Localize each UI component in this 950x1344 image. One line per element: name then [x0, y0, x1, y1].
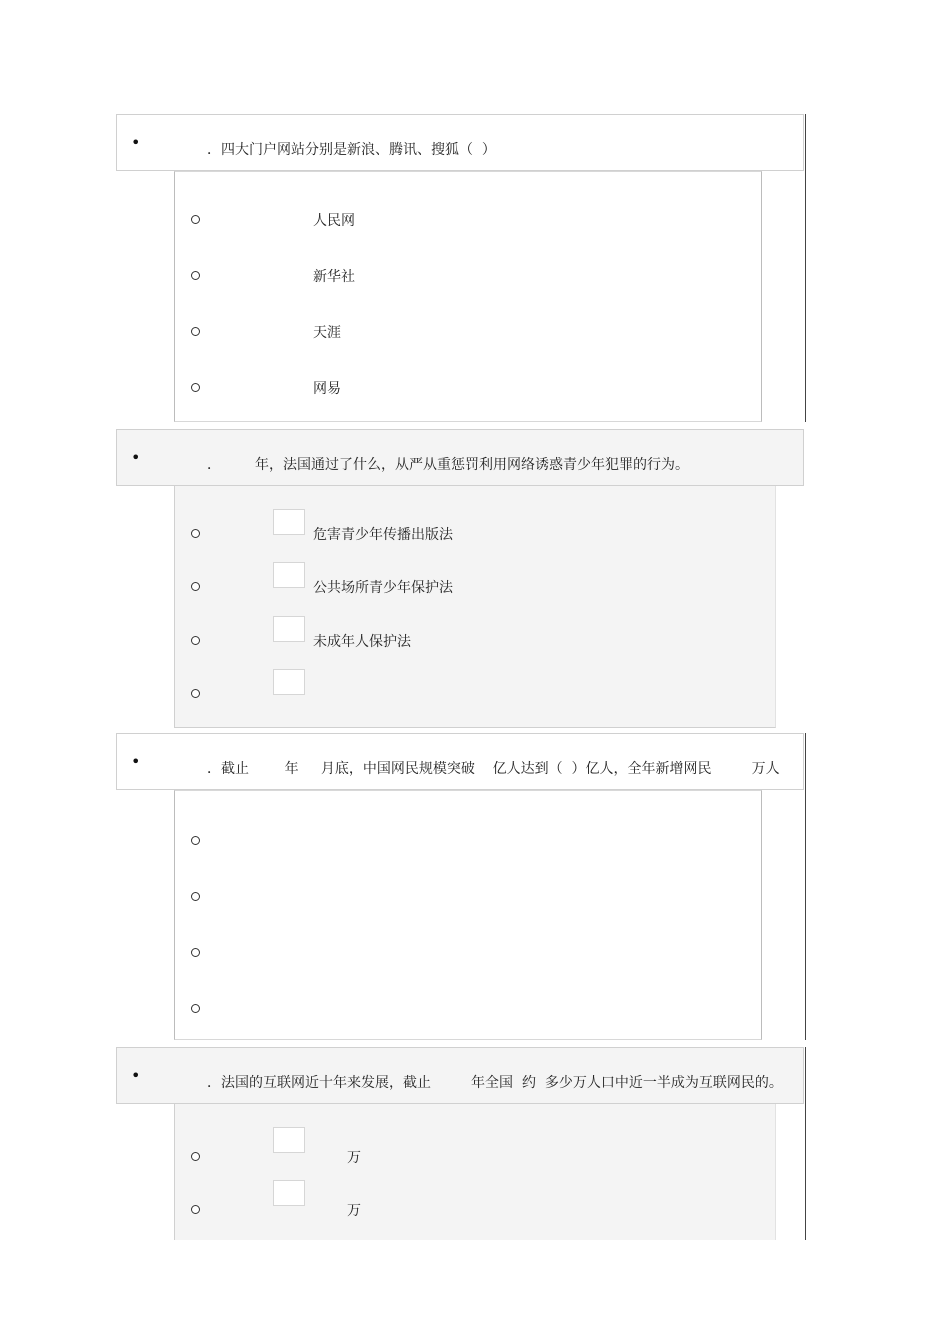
option-checkbox[interactable] — [191, 1143, 751, 1173]
option-label: 天涯 — [313, 325, 341, 341]
right-border-line — [805, 1047, 806, 1240]
bullet-icon: • — [131, 448, 141, 467]
option-radio[interactable] — [191, 318, 751, 348]
radio-circle-icon[interactable] — [191, 582, 200, 591]
checkbox[interactable] — [273, 562, 305, 588]
question-4-options — [174, 1104, 776, 1240]
option-label: 万 — [347, 1203, 361, 1219]
question-3-header — [116, 733, 804, 790]
radio-circle-icon[interactable] — [191, 892, 200, 901]
option-label: 危害青少年传播出版法 — [313, 527, 453, 543]
right-border-line — [805, 733, 806, 1040]
checkbox[interactable] — [273, 616, 305, 642]
radio-circle-icon[interactable] — [191, 327, 200, 336]
checkbox[interactable] — [273, 669, 305, 695]
option-label: 人民网 — [313, 213, 355, 229]
radio-circle-icon[interactable] — [191, 948, 200, 957]
option-checkbox[interactable] — [191, 1196, 751, 1226]
question-3-options — [174, 790, 762, 1040]
option-radio[interactable] — [191, 995, 751, 1025]
option-label: 新华社 — [313, 269, 355, 285]
option-label: 万 — [347, 1150, 361, 1166]
question-1-header — [116, 114, 804, 171]
radio-circle-icon[interactable] — [191, 529, 200, 538]
option-radio[interactable] — [191, 883, 751, 913]
right-border-line — [805, 114, 806, 422]
radio-circle-icon[interactable] — [191, 1205, 200, 1214]
radio-circle-icon[interactable] — [191, 1152, 200, 1161]
question-4-text: ．法国的互联网近十年来发展，截止 年全国 约 多少万人口中近一半成为互联网民的。 — [207, 1075, 783, 1091]
checkbox[interactable] — [273, 509, 305, 535]
checkbox[interactable] — [273, 1127, 305, 1153]
question-2-text: 年，法国通过了什么，从严从重惩罚利用网络诱惑青少年犯罪的行为。 — [255, 457, 689, 473]
radio-circle-icon[interactable] — [191, 1004, 200, 1013]
option-label: 未成年人保护法 — [313, 634, 411, 650]
question-2-header — [116, 429, 804, 486]
question-1-text: ．四大门户网站分别是新浪、腾讯、搜狐（ ） — [207, 142, 496, 158]
question-2-options — [174, 486, 776, 728]
bullet-icon: • — [131, 1066, 141, 1085]
option-label: 网易 — [313, 381, 341, 397]
option-label: 公共场所青少年保护法 — [313, 580, 453, 596]
radio-circle-icon[interactable] — [191, 271, 200, 280]
checkbox[interactable] — [273, 1180, 305, 1206]
radio-circle-icon[interactable] — [191, 215, 200, 224]
bullet-icon: • — [131, 133, 141, 152]
option-checkbox[interactable] — [191, 573, 751, 603]
question-4-header — [116, 1047, 804, 1104]
option-checkbox[interactable] — [191, 520, 751, 550]
radio-circle-icon[interactable] — [191, 836, 200, 845]
option-radio[interactable] — [191, 374, 751, 404]
bullet-icon: • — [131, 752, 141, 771]
question-2-dot: ． — [207, 457, 221, 473]
question-3-text: ．截止 年 月底，中国网民规模突破 亿人达到（ ）亿人，全年新增网民 万人 — [207, 761, 780, 777]
option-checkbox[interactable] — [191, 627, 751, 657]
question-1-options — [174, 171, 762, 422]
option-checkbox[interactable] — [191, 680, 751, 710]
option-radio[interactable] — [191, 206, 751, 236]
radio-circle-icon[interactable] — [191, 689, 200, 698]
radio-circle-icon[interactable] — [191, 636, 200, 645]
option-radio[interactable] — [191, 262, 751, 292]
option-radio[interactable] — [191, 939, 751, 969]
radio-circle-icon[interactable] — [191, 383, 200, 392]
option-radio[interactable] — [191, 827, 751, 857]
